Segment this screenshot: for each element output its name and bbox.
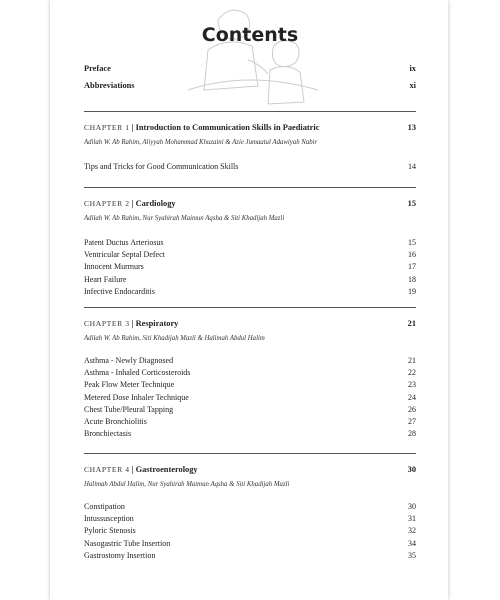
- topic-item[interactable]: [84, 249, 416, 261]
- topic-page: 16: [408, 250, 416, 260]
- chapter-separator: |: [131, 199, 134, 208]
- topic-list: [84, 237, 416, 298]
- topic-item[interactable]: [84, 416, 416, 428]
- chapter-divider: [84, 453, 416, 454]
- topic-list: [84, 355, 416, 440]
- topic-item[interactable]: [84, 392, 416, 404]
- chapter-separator: |: [131, 319, 134, 328]
- topic-label: Infective Endocarditis: [84, 286, 155, 296]
- topic-item[interactable]: [84, 286, 416, 298]
- doctor-child-illustration: [178, 0, 328, 115]
- topic-page: 27: [408, 416, 416, 426]
- topic-page: 24: [408, 392, 416, 402]
- topic-page: 23: [408, 380, 416, 390]
- topic-item[interactable]: [84, 501, 416, 513]
- front-matter-label: Preface: [84, 64, 111, 73]
- topic-label: Constipation: [84, 502, 125, 511]
- topic-label: Peak Flow Meter Technique: [84, 380, 175, 390]
- chapter-title: Gastroenterology: [135, 465, 198, 474]
- topic-label: Intussusception: [84, 514, 134, 524]
- topic-label: Innocent Murmurs: [84, 262, 144, 272]
- topic-page: 34: [408, 538, 416, 548]
- topic-label: Metered Dose Inhaler Technique: [84, 392, 189, 402]
- topic-page: 32: [408, 526, 416, 536]
- topic-page: 15: [408, 238, 416, 247]
- topic-page: 31: [408, 514, 416, 524]
- topic-page: 30: [408, 502, 416, 511]
- chapter-label: CHAPTER 2: [84, 199, 130, 208]
- chapter-heading[interactable]: [84, 465, 416, 474]
- topic-page: 17: [408, 262, 416, 272]
- chapter-label: CHAPTER 4: [84, 465, 130, 474]
- topic-item[interactable]: [84, 550, 416, 562]
- topic-page: 19: [408, 286, 416, 296]
- chapter-title: Respiratory: [135, 319, 179, 328]
- chapter-separator: |: [131, 465, 134, 474]
- front-matter-page: ix: [409, 64, 416, 73]
- chapter-title: Cardiology: [135, 199, 176, 208]
- topic-page: 26: [408, 404, 416, 414]
- topic-label: Bronchiectasis: [84, 429, 132, 439]
- topic-label: Ventricular Septal Defect: [84, 250, 165, 260]
- chapter-page: 30: [407, 465, 416, 474]
- topic-label: Asthma - Inhaled Corticosteroids: [84, 368, 191, 378]
- topic-label: Gastrostomy Insertion: [84, 550, 156, 560]
- topic-item[interactable]: [84, 404, 416, 416]
- chapter-page: 21: [407, 319, 416, 328]
- topic-label: Pyloric Stenosis: [84, 526, 136, 536]
- chapter-title: Introduction to Communication Skills in Paediatric: [135, 123, 320, 132]
- chapter-divider: [84, 307, 416, 308]
- chapter-divider: [84, 111, 416, 112]
- topic-label: Asthma - Newly Diagnosed: [84, 356, 174, 365]
- chapter-authors: Halimah Abdul Halim, Nur Syahirah Maimun Aqsha & Siti Khadijah Mazli: [84, 481, 290, 488]
- topic-page: 14: [408, 162, 416, 171]
- chapter-heading[interactable]: [84, 123, 416, 132]
- topic-item[interactable]: [84, 513, 416, 525]
- chapter-heading[interactable]: [84, 199, 416, 208]
- topic-item[interactable]: [84, 161, 416, 173]
- chapter-divider: [84, 187, 416, 188]
- topic-item[interactable]: [84, 261, 416, 273]
- topic-item[interactable]: [84, 538, 416, 550]
- front-matter-label: Abbreviations: [84, 81, 135, 90]
- topic-item[interactable]: [84, 274, 416, 286]
- chapter-label: CHAPTER 3: [84, 319, 130, 328]
- topic-item[interactable]: [84, 379, 416, 391]
- topic-page: 22: [408, 368, 416, 378]
- topic-page: 21: [408, 356, 416, 365]
- topic-item[interactable]: [84, 237, 416, 249]
- chapter-authors: Adilah W. Ab Rahim, Aliyyah Mohammad Khuzaini & Azie Jumaatul Adawiyah Nabir: [84, 139, 318, 146]
- topic-item[interactable]: [84, 355, 416, 367]
- topic-list: [84, 161, 416, 173]
- topic-page: 35: [408, 550, 416, 560]
- topic-item[interactable]: [84, 428, 416, 440]
- chapter-separator: |: [131, 123, 134, 132]
- chapter-heading[interactable]: [84, 319, 416, 328]
- topic-label: Chest Tube/Pleural Tapping: [84, 404, 174, 414]
- chapter-label: CHAPTER 1: [84, 123, 130, 132]
- topic-label: Acute Bronchiolitis: [84, 416, 147, 426]
- page-title: Contents: [201, 24, 299, 46]
- topic-label: Nasogastric Tube Insertion: [84, 538, 171, 548]
- topic-label: Tips and Tricks for Good Communication Skills: [84, 162, 239, 171]
- topic-item[interactable]: [84, 367, 416, 379]
- topic-page: 28: [408, 429, 416, 439]
- topic-list: [84, 501, 416, 562]
- chapter-page: 15: [407, 199, 416, 208]
- chapter-authors: Adilah W. Ab Rahim, Siti Khadijah Mazli & Halimah Abdul Halim: [84, 335, 265, 342]
- topic-label: Heart Failure: [84, 274, 127, 284]
- front-matter-page: xi: [409, 81, 416, 90]
- chapter-authors: Adilah W. Ab Rahim, Nur Syahirah Maimun Aqsha & Siti Khadijah Mazli: [84, 215, 285, 222]
- topic-page: 18: [408, 274, 416, 284]
- chapter-page: 13: [407, 123, 416, 132]
- topic-label: Patent Ductus Arteriosus: [84, 238, 164, 247]
- topic-item[interactable]: [84, 525, 416, 537]
